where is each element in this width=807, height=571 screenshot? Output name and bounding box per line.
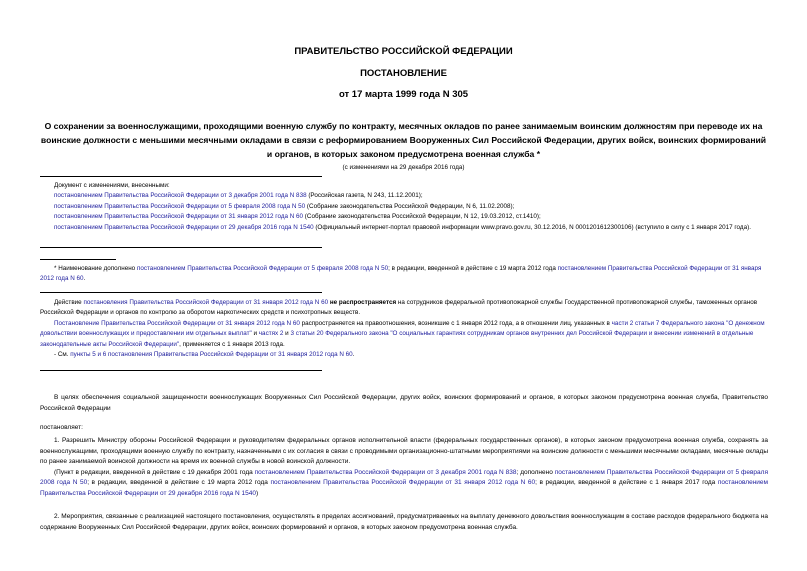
amendment-item: постановлением Правительства Российской Федерации от 29 декабря 2016 года N 1540 (Официальный интернет-портал правовой информации www.pravo.gov.ru, 30.12.2016, N 0001201612300106) (вступило в силу с 1 января 2017 года). — [54, 223, 751, 231]
divider — [40, 247, 322, 248]
amendment-date-note: (с изменениями на 29 декабря 2016 года) — [342, 164, 465, 171]
divider — [40, 292, 322, 293]
note-link[interactable]: Постановление Правительства Российской Федерации от 31 января 2012 года N 60 — [54, 319, 300, 327]
preamble: В целях обеспечения социальной защищенности военнослужащих Вооруженных Сил Российской Федерации, других войск, воинских формирований и органов, в которых законом предусмотрена военная служба, Правительство Российской Федерации — [40, 394, 768, 412]
note-link[interactable]: частях 2 — [258, 330, 284, 338]
issuer-heading: ПРАВИТЕЛЬСТВО РОССИЙСКОЙ ФЕДЕРАЦИИ — [294, 46, 513, 57]
note-link[interactable]: постановления Правительства Российской Федерации от 31 января 2012 года N 60 — [83, 299, 329, 306]
note-link[interactable]: постановлением Правительства Российской Федерации от 29 декабря 2016 года N 1540 — [40, 479, 768, 497]
document-type-heading: ПОСТАНОВЛЕНИЕ — [360, 68, 447, 79]
note-link[interactable]: 3 статьи 20 Федерального закона "О социальных гарантиях сотрудникам органов внутренних дел Российской Федерации и внесении изменений в отдельные законодательные акты Российской Федерации" — [40, 330, 754, 348]
decree-word: постановляет: — [40, 424, 83, 431]
note-link[interactable]: постановлением Правительства Российской Федерации от 5 февраля 2008 года N 50 — [40, 468, 768, 487]
footnote-link[interactable]: постановлением Правительства Российской Федерации от 31 января 2012 года N 60 — [40, 265, 762, 283]
document-date-heading: от 17 марта 1999 года N 305 — [338, 89, 469, 100]
footnote: * Наименование дополнено постановлением Правительства Российской Федерации от 5 февраля 2008 года N 50; в редакции, введенной в действие с 19 марта 2012 года постановлением Правительства Российской Федерации от 31 января 2012 года N 60. — [40, 265, 762, 283]
point-1: 1. Разрешить Министру обороны Российской Федерации и руководителям федеральных органов исполнительной власти (федеральных государственных органов), в которых законом предусмотрена военная служба, сохранять за военнослужащими, проходящими военную службу по контракту, назначенными с их согласия в связи с проводимыми организационно-штатными мероприятиями на воинские должности с меньшими месячными окладами, месячные оклады по ранее занимаемой воинской должности на время их военной службы в новой воинской должности. (Пункт в редакции, введенной в действие с 19 декабря 2001 года постановлением Правительства Российской Федерации от 3 декабря 2001 года N 838; дополнено постановлением Правительства Российской Федерации от 5 февраля 2008 года N 50; в редакции, введенной в действие с 19 марта 2012 года постановлением Правительства Российской Федерации от 31 января 2012 года N 60; в редакции, введенной в действие с 1 января 2017 года постановлением Правительства Российской Федерации от 29 декабря 2016 года N 1540) — [40, 436, 768, 500]
footnote-link[interactable]: постановлением Правительства Российской Федерации от 5 февраля 2008 года N 50 — [136, 265, 389, 272]
amendment-item: постановлением Правительства Российской Федерации от 31 января 2012 года N 60 (Собрание законодательства Российской Федерации, N 12, 19.03.2012, ст.1410); — [54, 213, 541, 221]
note-paragraph: Действие постановления Правительства Российской Федерации от 31 января 2012 года N 60 не распространяется на сотрудников федеральной противопожарной службы Государственной противопожарной службы, таможенных органов Российской Федерации и органов по контролю за оборотом наркотических средств и психотропных веществ. — [40, 299, 758, 317]
amendment-item: постановлением Правительства Российской Федерации от 3 декабря 2001 года N 838 (Российская газета, N 243, 11.12.2001); — [54, 192, 423, 200]
amendment-link[interactable]: постановлением Правительства Российской Федерации от 5 февраля 2008 года N 50 — [54, 202, 306, 210]
note-paragraph: - См. пункты 5 и 6 постановления Правительства Российской Федерации от 31 января 2012 года N 60. — [54, 351, 355, 359]
amendment-item: постановлением Правительства Российской Федерации от 5 февраля 2008 года N 50 (Собрание законодательства Российской Федерации, N 6, 11.02.2008); — [54, 202, 515, 210]
amendment-list — [40, 181, 770, 233]
amendment-link[interactable]: постановлением Правительства Российской Федерации от 29 декабря 2016 года N 1540 — [54, 223, 314, 231]
amendment-link[interactable]: постановлением Правительства Российской Федерации от 3 декабря 2001 года N 838 — [54, 192, 307, 200]
point-2: 2. Мероприятия, связанные с реализацией настоящего постановления, осуществлять в пределах ассигнований, предусматриваемых на выплату денежного довольствия военнослужащим в составе расходов федерального бюджета на содержание Вооруженных Сил Российской Федерации, других войск, воинских формирований и органов, в которых законом предусмотрена военная служба. — [40, 513, 768, 531]
note-link[interactable]: постановлением Правительства Российской Федерации от 3 декабря 2001 года N 838 — [254, 468, 517, 476]
note-link[interactable]: постановлением Правительства Российской Федерации от 31 января 2012 года N 60 — [270, 479, 536, 487]
divider — [40, 370, 322, 371]
point-1-note: (Пункт в редакции, введенной в действие с 19 декабря 2001 года постановлением Правительства Российской Федерации от 3 декабря 2001 года N 838; дополнено постановлением Правительства Российской Федерации от 5 февраля 2008 года N 50; в редакции, введенной в действие с 19 марта 2012 года постановлением Правительства Российской Федерации от 31 января 2012 года N 60; в редакции, введенной в действие с 1 января 2017 года постановлением Правительства Российской Федерации от 29 декабря 2016 года N 1540) — [40, 468, 768, 497]
note-link[interactable]: части 2 статьи 7 Федерального закона "О денежном довольствии военнослужащих и предоставлении им отдельных выплат" — [40, 319, 765, 338]
footnote-divider — [40, 259, 116, 260]
divider — [40, 176, 322, 177]
document-title: О сохранении за военнослужащими, проходящими военную службу по контракту, месячных окладов по ранее занимаемым воинским должностям при переводе их на воинские должности с меньшими месячными окладами в связи с реформированием Вооруженных Сил Российской Федерации, других войск, воинских формирований и органов, в которых законом предусмотрена военная служба * — [40, 121, 767, 159]
amendment-link[interactable]: постановлением Правительства Российской Федерации от 31 января 2012 года N 60 — [54, 213, 304, 221]
application-note — [40, 298, 770, 360]
note-paragraph: Постановление Правительства Российской Федерации от 31 января 2012 года N 60 распространяется на правоотношения, возникшие с 1 января 2012 года, а в отношении лиц, указанных в части 2 статьи 7 Федерального закона "О денежном довольствии военнослужащих и предоставлении им отдельных выплат" и частях 2 и 3 статьи 20 Федерального закона "О социальных гарантиях сотрудникам органов внутренних дел Российской Федерации и внесении изменений в отдельные законодательные акты Российской Федерации", применяется с 1 января 2013 года. — [40, 319, 765, 348]
amendment-intro: Документ с изменениями, внесенными: — [54, 182, 170, 189]
note-link[interactable]: пункты 5 и 6 постановления Правительства Российской Федерации от 31 января 2012 года N 60 — [70, 351, 353, 359]
